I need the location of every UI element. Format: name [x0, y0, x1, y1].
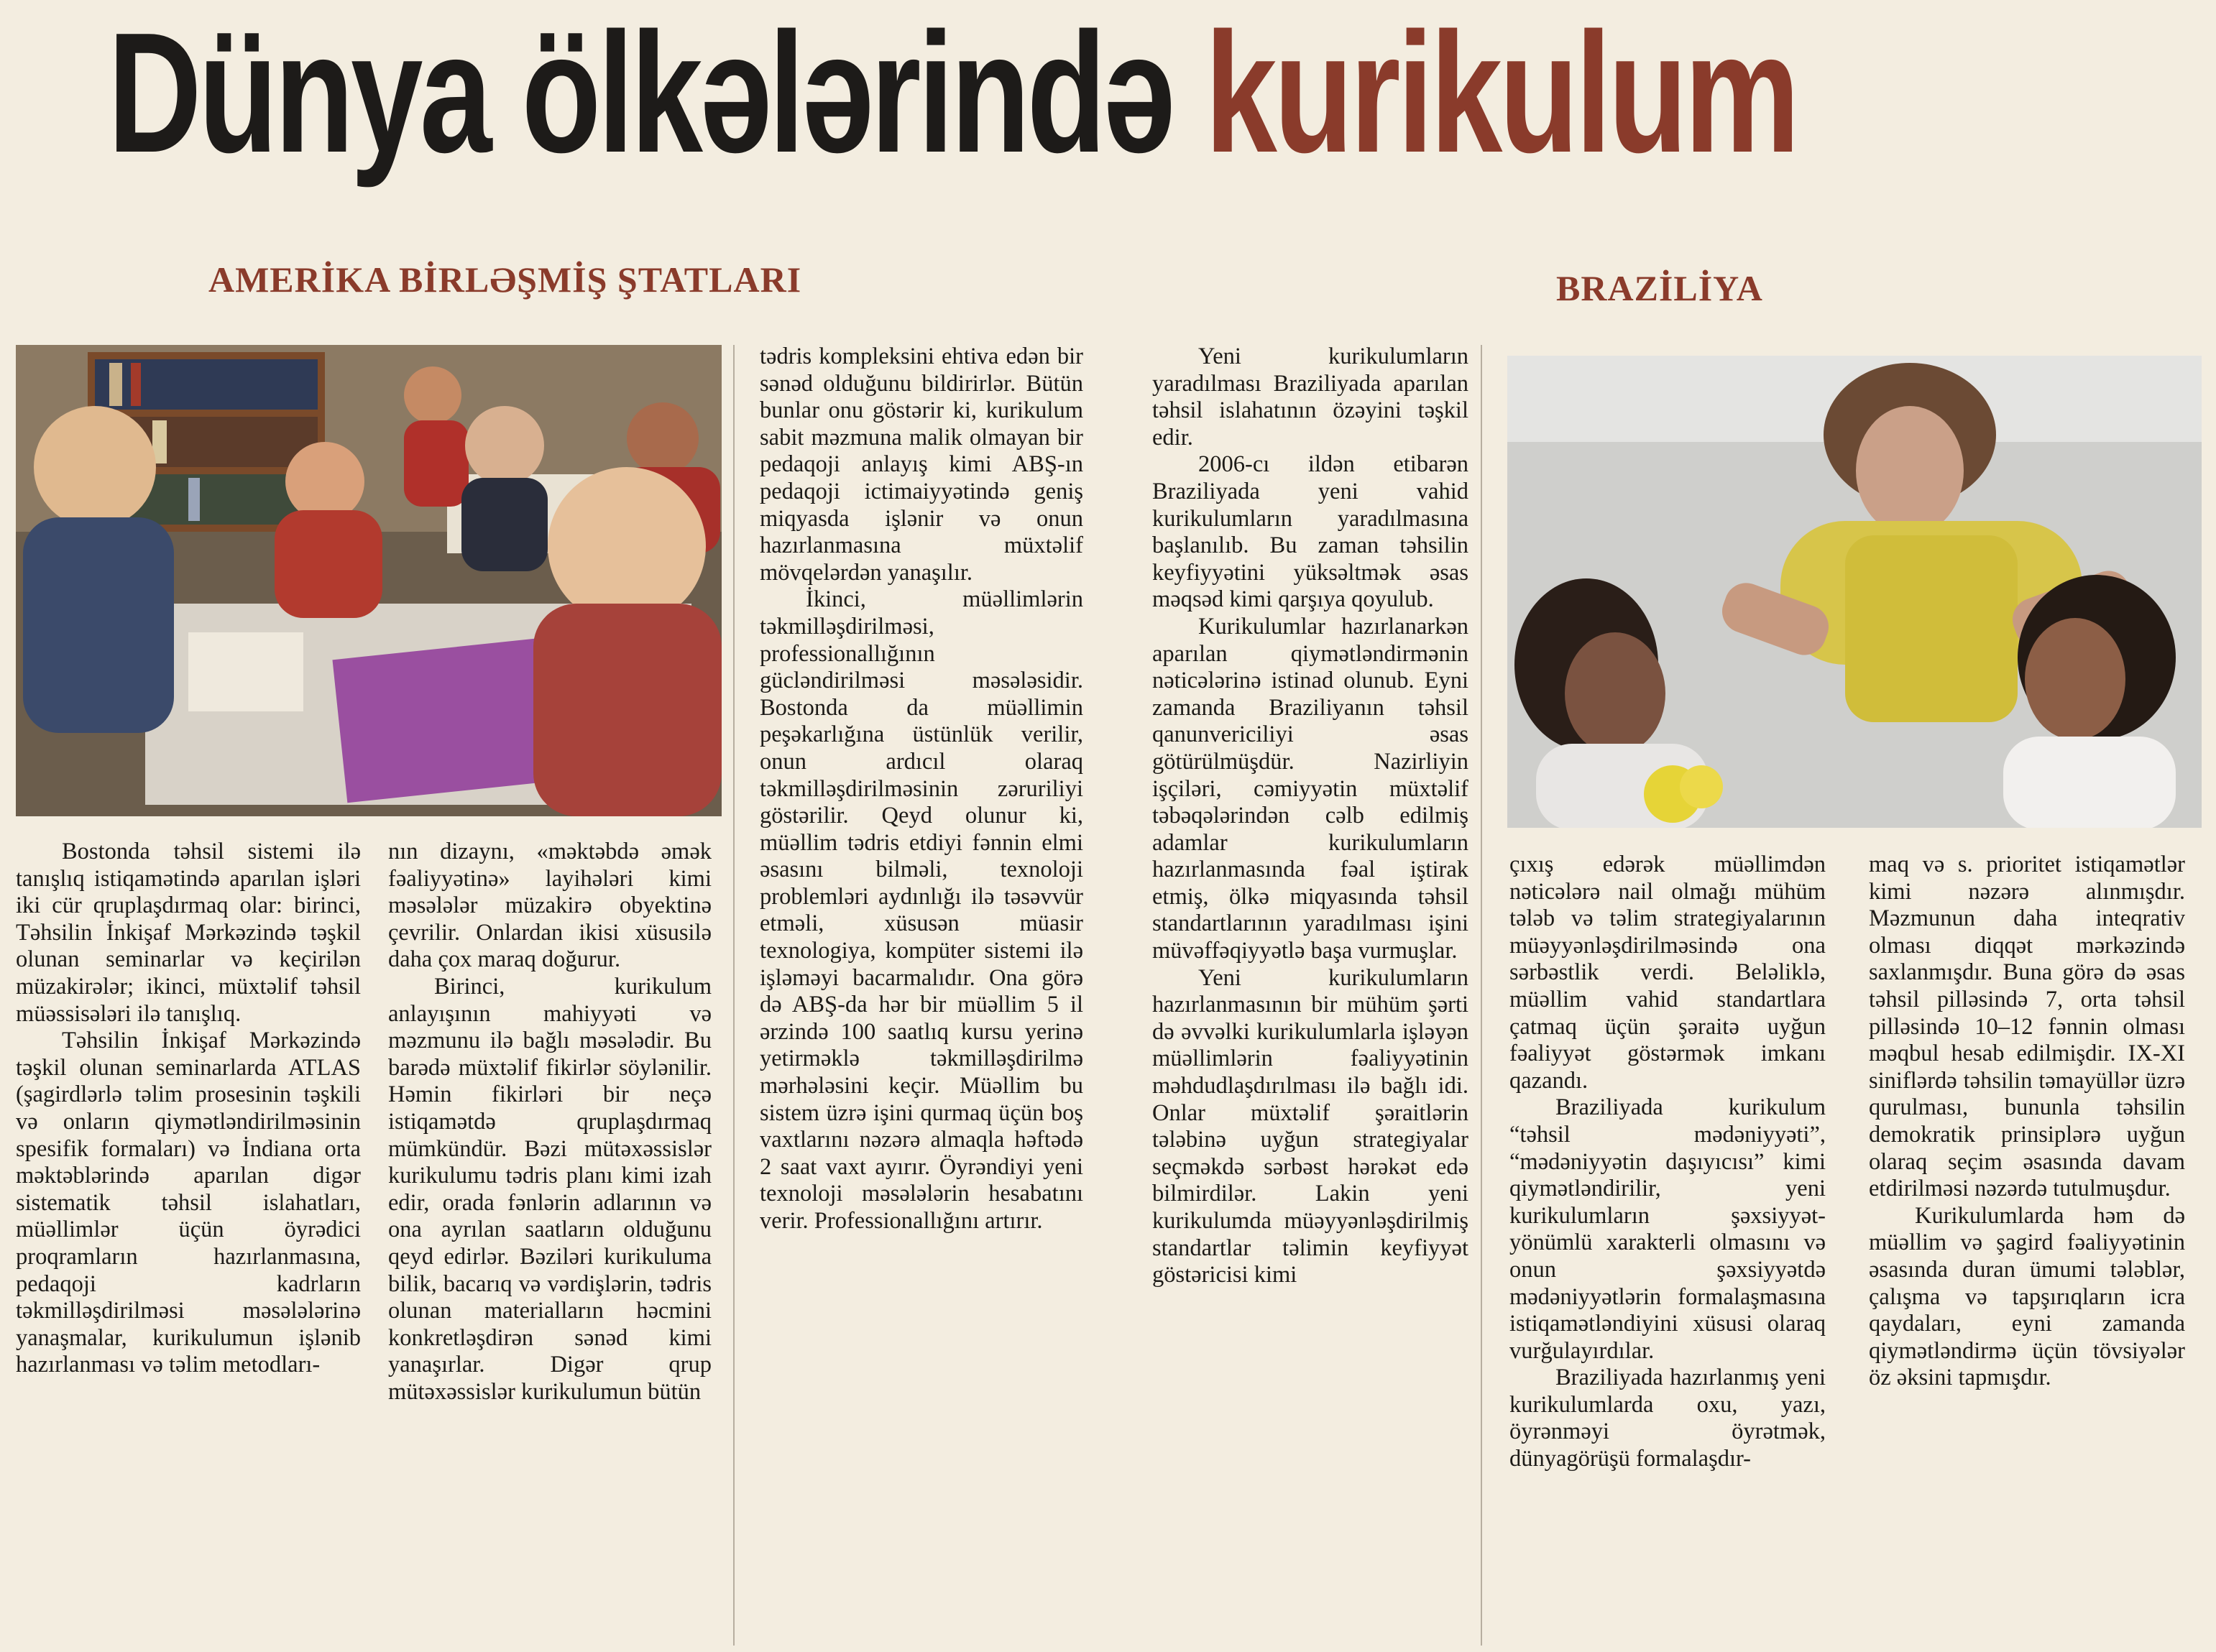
paragraph: çıxış edərək müəllimdən nəticələrə nail olmağı mühüm tələb və təlim strategiyalarının müəyyənləşdirilməsində ona sərbəstlik verdi. Beləliklə, müəllim vahid standartlara çatmaq üçün şəraitə uyğun fəaliyyət göstərmək imkanı qazandı. [1509, 852, 1826, 1094]
paragraph: maq və s. prioritet istiqamətlər kimi nəzərə alınmışdır. Məzmunun daha inteqrativ olması diqqət mərkəzində saxlanmışdır. Buna görə də əsas təhsil pilləsində 7, orta təhsil pilləsində 10–12 fənnin olması məqbul hesab edilmişdir. IX-XI siniflərdə təhsilin təmayüllər üzrə qurulması, bununla təhsilin demokratik prinsiplərə uyğun olaraq seçim əsasında davam etdirilməsi nəzərdə tutulmuşdur. [1869, 852, 2185, 1202]
paragraph: Braziliyada hazırlanmış yeni kurikulumlarda oxu, yazı, öyrənməyi öyrətmək, dünyagörüşü formalaşdır- [1509, 1365, 1826, 1472]
paragraph: Bostonda təhsil sistemi ilə tanışlıq istiqamətində aparılan işləri iki cür qruplaşdırmaq olar: birinci, Təhsilin İnkişaf Mərkəzində təşkil olunan seminarlar və keçirilən müzakirələr; ikinci, müxtəlif təhsil müəssisələri ilə tanışlıq. [16, 839, 361, 1027]
teacher-with-children-photo [1507, 356, 2202, 828]
brazil-column-2 [1509, 852, 1826, 1649]
column-rule [1481, 345, 1482, 1646]
brazil-column-3 [1869, 852, 2185, 1649]
paragraph: Kurikulumlar hazırlanarkən aparılan qiymətləndirmənin nəticələrinə istinad olunub. Eyni zamanda Braziliyanın təhsil qanunvericiliyi əsas götürülmüşdür. Nazirliyin işçiləri, cəmiyyətin müxtəlif təbəqələrindən cəlb edilmiş adamlar kurikulumların hazırlanmasında fəal iştirak etmiş, ölkə miqyasında təhsil standartlarının yaradılması işini müvəffəqiyyətlə başa vurmuşlar. [1152, 613, 1468, 964]
section-title-usa: AMERİKA BİRLƏŞMİŞ ŞTATLARI [208, 259, 802, 300]
headline-main: Dünya ölkələrində [108, 0, 1205, 188]
paragraph: nın dizaynı, «məktəbdə əmək fəaliyyətinə» layihələri kimi məsələlər müzakirə obyektinə çevrilir. Onlardan ikisi xüsusilə daha çox maraq doğurur. [388, 839, 712, 973]
teacher-photo-graphic [1507, 356, 2202, 828]
classroom-photo-graphic [16, 345, 722, 816]
usa-column-2 [388, 839, 712, 1651]
paragraph: Yeni kurikulumların hazırlanmasının bir mühüm şərti də əvvəlki kurikulumlarla işləyən müəllimlərin fəaliyyətinin məhdudlaşdırılması ilə bağlı idi. Onlar müxtəlif şəraitlərin tələbinə uyğun strategiyalar seçməkdə sərbəst hərəkət edə bilmirdilər. Lakin yeni kurikulumda müəyyənləşdirilmiş standartlar təlimin keyfiyyət göstəricisi kimi [1152, 964, 1468, 1288]
paragraph: İkinci, müəllimlərin təkmilləşdirilməsi, professionallığının gücləndirilməsi məsələsidir. Bostonda da müəllimin peşəkarlığına üstünlük verilir, onun ardıcıl olaraq təkmilləşdirilməsinin zəruriliyi göstərilir. Qeyd olunur ki, müəllim tədris etdiyi fənnin elmi əsasını bilməli, texnoloji problemləri aydınlığı ilə təsəvvür etməli, xüsusən müasir texnologiya, kompüter sistemi ilə işləməyi bacarmalıdır. Ona görə də ABŞ-da hər bir müəllim 5 il ərzində 100 saatlıq kursu yerinə yetirməklə təkmilləşdirilmə mərhələsini keçir. Müəllim bu sistem üzrə işini qurmaq üçün boş vaxtlarını nəzərə almaqla həftədə 2 saat vaxt ayırır. Öyrəndiyi yeni texnoloji məsələlərin hesabatını verir. Professionallığını artırır. [760, 586, 1083, 1234]
column-rule [733, 345, 735, 1646]
paragraph: Kurikulumlarda həm də müəllim və şagird fəaliyyətinin əsasında duran ümumi tələblər, çalışma və tapşırıqların icra qaydaları, eyni zamanda qiymətləndirmə üçün tövsiyələr öz əksini tapmışdır. [1869, 1202, 2185, 1391]
paragraph: Yeni kurikulumların yaradılması Braziliyada aparılan təhsil islahatının özəyini təşkil edir. [1152, 343, 1468, 451]
paragraph: Təhsilin İnkişaf Mərkəzində təşkil olunan seminarlarda ATLAS (şagirdlərlə təlim prosesinin təşkili və onların qiymətləndirilməsinin spesifik formaları) və İndiana orta məktəblərində aparılan digər sistematik təhsil islahatları, müəllimlər üçün öyrədici proqramların hazırlanmasına, pedaqoji kadrların təkmilləşdirilməsi məsələlərinə yanaşmalar, kurikulumun işlənib hazırlanması və təlim metodları- [16, 1028, 361, 1378]
paragraph: Birinci, kurikulum anlayışının mahiyyəti və məzmunu ilə bağlı məsələdir. Bu barədə müxtəlif fikirlər söylənilir. Həmin fikirləri bir neçə istiqamətdə qruplaşdırmaq mümkündür. Bəzi mütəxəssislər kurikulumu tədris planı kimi izah edir, orada fənlərin adlarının və ona ayrılan saatların olduğunu qeyd edirlər. Bəziləri kurikuluma bilik, bacarıq və vərdişlərin, tədris olunan materialların həcmini konkretləşdirən sənəd kimi yanaşırlar. Digər qrup mütəxəssislər kurikulumun bütün [388, 973, 712, 1405]
paragraph: 2006-cı ildən etibarən Braziliyada yeni vahid kurikulumların yaradılmasına başlanılıb. Bu zaman təhsilin keyfiyyətini yüksəltmək əsas məqsəd kimi qarşıya qoyulub. [1152, 451, 1468, 613]
page-headline [108, 0, 1797, 188]
paragraph: Braziliyada kurikulum “təhsil mədəniyyəti”, “mədəniyyətin daşıyıcısı” kimi qiymətləndirilir, yeni kurikulumların şəxsiyyət-yönümlü xarakterli olmasını və onun şəxsiyyətdə mədəniyyətlərin formalaşmasına istiqamətləndiyini xüsusi olaraq vurğulayırdılar. [1509, 1094, 1826, 1364]
paragraph: tədris kompleksini ehtiva edən bir sənəd olduğunu bildirirlər. Bütün bunlar onu göstərir ki, kurikulum sabit məzmuna malik olmayan bir pedaqoji anlayış kimi ABŞ-ın pedaqoji ictimaiyyətində geniş miqyasda işlənir və onun hazırlanmasına müxtəlif mövqelərdən yanaşılır. [760, 343, 1083, 586]
brazil-column-1 [1152, 343, 1468, 1648]
headline-accent: kurikulum [1205, 0, 1797, 188]
classroom-photo [16, 345, 722, 816]
usa-column-1 [16, 839, 361, 1651]
usa-column-3 [760, 343, 1083, 1623]
section-title-brazil: BRAZİLİYA [1556, 268, 1763, 308]
